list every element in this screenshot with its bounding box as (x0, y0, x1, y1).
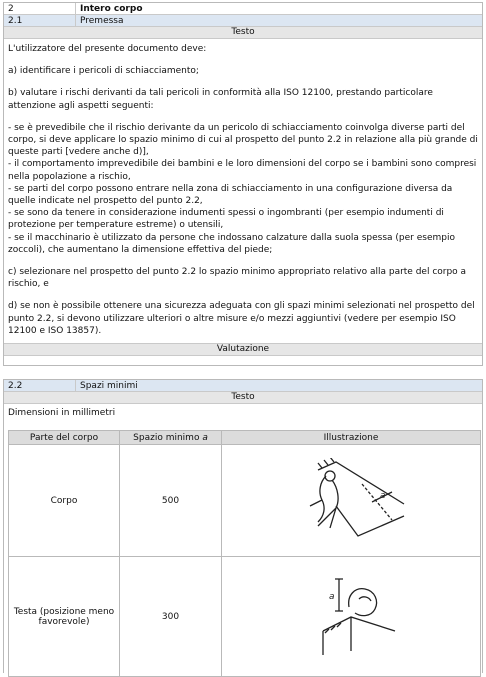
subsection-number: 2.2 (4, 380, 76, 391)
evaluation-content (4, 356, 482, 367)
subsection-heading-row (4, 15, 482, 27)
section-premessa (3, 2, 483, 366)
column-header-illustration: Illustrazione (222, 431, 481, 445)
table-row (9, 445, 481, 557)
paragraph-c: c) selezionare nel prospetto del punto 2.2 lo spazio minimo appropriato relativo alla parte del corpo a rischio, e (8, 267, 467, 290)
section-heading-row (4, 3, 482, 15)
cell-min-space: 300 (120, 557, 222, 677)
cell-illustration (222, 445, 481, 557)
subsection-title: Spazi minimi (80, 381, 138, 391)
evaluation-header: Valutazione (4, 343, 482, 356)
table-row (9, 557, 481, 677)
paragraph-d: d) se non è possibile ottenere una sicurezza adeguata con gli spazi minimi selezionati nel prospetto del punto 2.2, si devono utilizzare ulteriori o altre misure e/o mezzi aggiuntivi (vedere per esempio ISO 12100 e ISO 13857). (8, 301, 475, 336)
text-header: Testo (4, 392, 482, 404)
minimum-gaps-table (8, 430, 481, 677)
column-header-part: Parte del corpo (9, 431, 120, 445)
section-title: Intero corpo (80, 4, 143, 14)
paragraph-b-list: - se è prevedibile che il rischio derivante da un pericolo di schiacciamento coinvolga diverse parti del corpo, si deve applicare lo spazio minimo di cui al prospetto del punto 2.2 in relazione alla più grande di queste parti [vedere anche d)], - il comportamento imprevedibile dei bambini e le loro dimensioni del corpo se i bambini sono compresi nella popolazione a rischio, - se parti del corpo possono entrare nella zona di schiacciamento in una configurazione diversa da quelle indicate nel prospetto del punto 2.2, - se sono da tenere in considerazione indumenti spessi o ingombranti (per esempio indumenti di protezione per temperature estreme) o utensili, - se il macchinario è utilizzato da persone che indossano calzature dalla suola spessa (per esempio zoccoli), che aumentano la dimensione effettiva del piede; (8, 122, 478, 255)
table-header-row (9, 431, 481, 445)
section-number: 2 (4, 3, 76, 14)
dimension-a-label: a (329, 592, 335, 602)
cell-illustration (222, 557, 481, 677)
cell-body-part: Testa (posizione meno favorevole) (9, 557, 120, 677)
column-header-space: Spazio minimo a (120, 431, 222, 445)
subsection-heading-row (4, 380, 482, 392)
dimensions-note: Dimensioni in millimetri (8, 408, 116, 418)
cell-min-space: 500 (120, 445, 222, 557)
subsection-number: 2.1 (4, 15, 76, 26)
dimension-a-label: a (380, 490, 386, 501)
body-gap-illustration (296, 458, 406, 544)
paragraph-a: a) identificare i pericoli di schiacciamento; (8, 66, 199, 77)
head-gap-illustration (301, 571, 401, 657)
paragraph-b: b) valutare i rischi derivanti da tali pericoli in conformità alla ISO 12100, prestando particolare attenzione agli aspetti seguenti: (8, 88, 433, 111)
paragraph-intro: L'utilizzatore del presente documento deve: (8, 44, 207, 54)
subsection-title: Premessa (80, 16, 124, 26)
cell-body-part: Corpo (9, 445, 120, 557)
text-header: Testo (4, 27, 482, 39)
